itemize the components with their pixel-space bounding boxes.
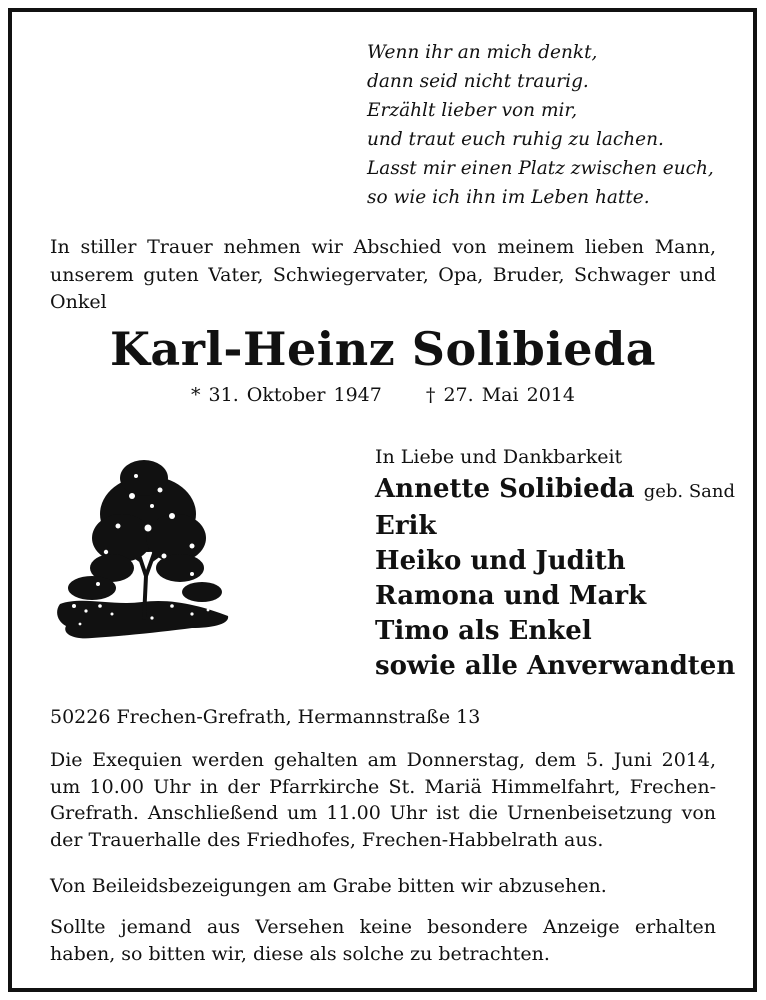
poem-line: Wenn ihr an mich denkt, [367,42,598,63]
condolences-paragraph: Von Beileidsbezeigungen am Grabe bitten wir abzusehen. [50,875,607,897]
address: 50226 Frechen-Grefrath, Hermannstraße 13 [50,706,481,728]
mourner-name-text: Annette Solibieda [375,474,635,504]
mourners-lead: In Liebe und Dankbarkeit [375,446,623,468]
service-paragraph: Die Exequien werden gehalten am Donnerstag, dem 5. Juni 2014, um 10.00 Uhr in der Pfarrkirche St. Mariä Himmelfahrt, Frechen-Grefrath. Anschließend um 11.00 Uhr ist die Urnenbeisetzung von der Trauerhalle des Friedhofes, Frechen-Habbelrath aus. [50,749,716,851]
intro-text: In stiller Trauer nehmen wir Abschied von meinem lieben Mann, unserem guten Vater, Schwiegervater, Opa, Bruder, Schwager und Onkel [50,236,716,313]
poem-line: und traut euch ruhig zu lachen. [367,129,664,150]
mourners-list [375,442,735,684]
poem-line: dann seid nicht traurig. [367,71,589,92]
mourner-name: Ramona und Mark [375,581,647,611]
maiden-name: geb. Sand [643,481,736,502]
deceased-name: Karl-Heinz Solibieda [109,322,657,376]
mourner-name: Timo als Enkel [375,616,592,646]
mourner-name: sowie alle Anverwandten [375,651,736,681]
poem-line: so wie ich ihn im Leben hatte. [367,187,650,208]
poem-line: Lasst mir einen Platz zwischen euch, [367,158,714,179]
life-dates [0,384,766,406]
mourner-name [375,472,735,509]
poem-line: Erzählt lieber von mir, [367,100,578,121]
birth-date: * 31. Oktober 1947 [191,384,382,406]
death-date: † 27. Mai 2014 [425,384,575,406]
memorial-poem [367,38,714,212]
mourner-name: Heiko und Judith [375,546,626,576]
notice-paragraph: Sollte jemand aus Versehen keine besondere Anzeige erhalten haben, so bitten wir, diese als solche zu betrachten. [50,916,716,965]
tree-illustration-icon [52,456,232,656]
mourner-name: Erik [375,511,437,541]
